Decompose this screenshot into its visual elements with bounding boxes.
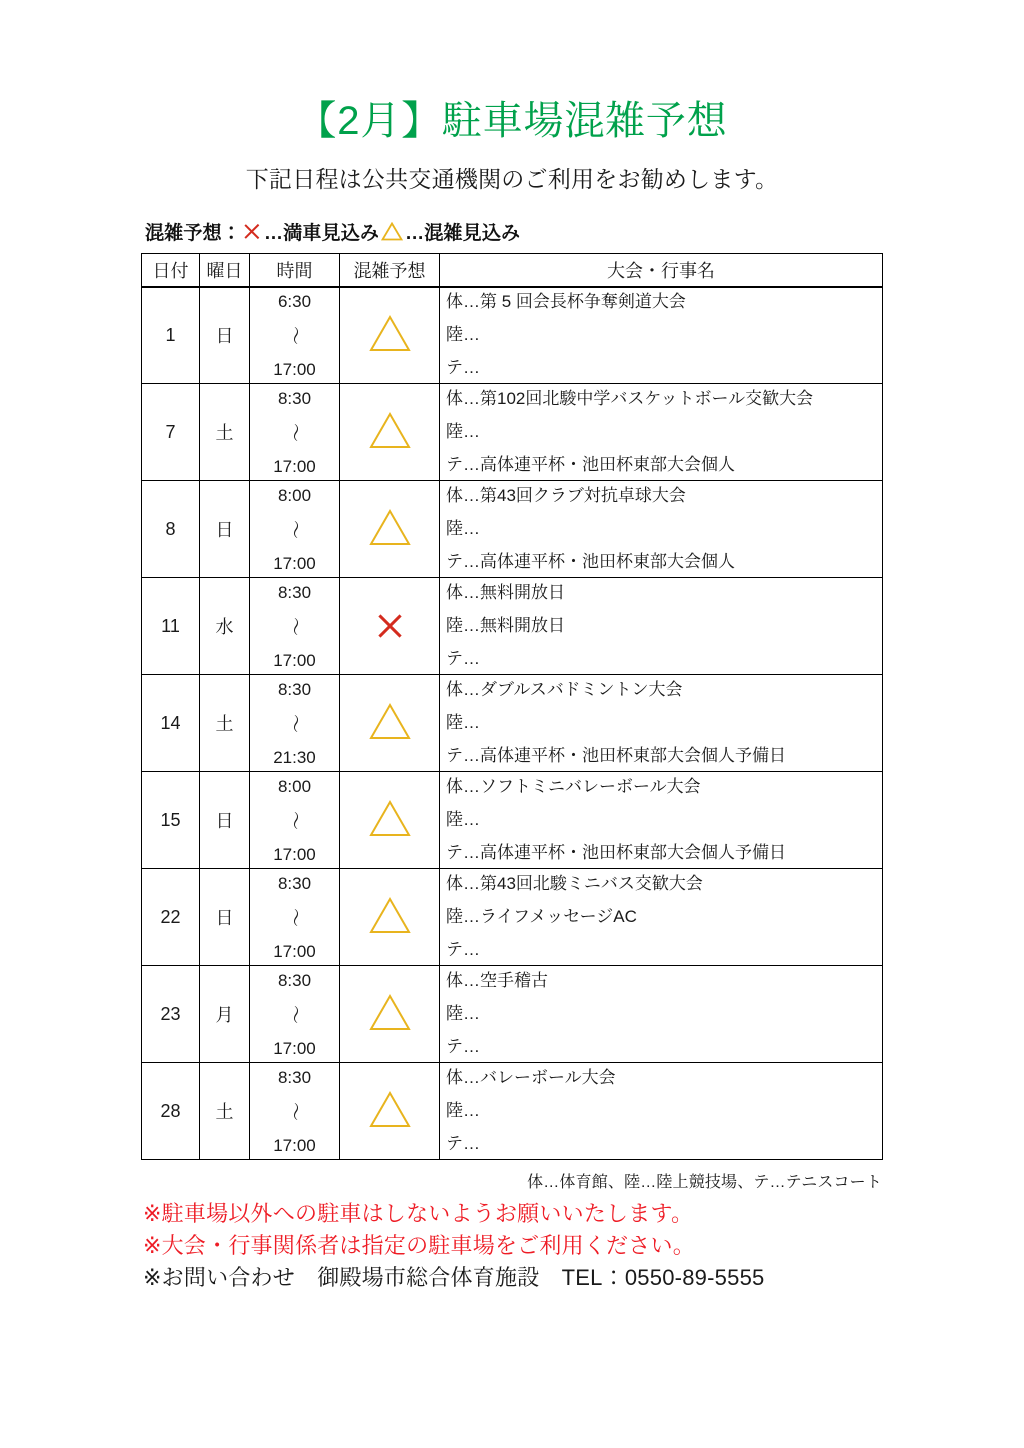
triangle-icon xyxy=(381,222,403,241)
table-body xyxy=(142,287,883,1160)
cell-forecast-triangle xyxy=(340,772,440,869)
time-separator: 〜 xyxy=(283,325,305,345)
time-start: 8:30 xyxy=(277,388,312,408)
table-row xyxy=(142,1063,883,1160)
time-start: 8:00 xyxy=(277,776,312,796)
cell-time xyxy=(250,578,340,675)
cell-date: 1 xyxy=(142,287,200,384)
event-line: テ… xyxy=(446,648,480,668)
time-end: 17:00 xyxy=(273,456,316,476)
event-line: 陸… xyxy=(446,1100,480,1120)
time-separator: 〜 xyxy=(283,907,305,927)
cell-date: 22 xyxy=(142,869,200,966)
note-designated-parking: ※大会・行事関係者は指定の駐車場をご利用ください。 xyxy=(143,1232,695,1258)
schedule-table xyxy=(141,253,883,1161)
event-line: 体…バレーボール大会 xyxy=(446,1067,616,1087)
venue-abbreviation-legend: 体…体育館、陸…陸上競技場、テ…テニスコート xyxy=(527,1174,882,1192)
cell-forecast-triangle xyxy=(340,675,440,772)
time-start: 6:30 xyxy=(277,291,312,311)
event-line: テ…高体連平杯・池田杯東部大会個人予備日 xyxy=(446,745,786,765)
cell-forecast-triangle xyxy=(340,1063,440,1160)
table-row xyxy=(142,384,883,481)
event-line: 陸… xyxy=(446,1003,480,1023)
cell-day-of-week: 月 xyxy=(200,966,250,1063)
cell-event-names xyxy=(440,481,883,578)
triangle-icon xyxy=(368,798,412,838)
cell-event-names xyxy=(440,578,883,675)
time-separator: 〜 xyxy=(283,616,305,636)
event-line: 体…空手稽古 xyxy=(446,970,548,990)
cell-forecast-triangle xyxy=(340,481,440,578)
time-end: 17:00 xyxy=(273,1135,316,1155)
time-separator: 〜 xyxy=(283,713,305,733)
time-start: 8:30 xyxy=(277,970,312,990)
event-line: 体…第 5 回会長杯争奪剣道大会 xyxy=(446,291,686,311)
note-contact: ※お問い合わせ 御殿場市総合体育施設 TEL：0550-89-5555 xyxy=(143,1264,765,1290)
cell-event-names xyxy=(440,287,883,384)
event-line: 陸… xyxy=(446,809,480,829)
legend-cross-label: …満車見込み xyxy=(263,222,380,244)
cell-event-names xyxy=(440,675,883,772)
cell-forecast-triangle xyxy=(340,384,440,481)
cell-time xyxy=(250,287,340,384)
time-end: 17:00 xyxy=(273,553,316,573)
time-start: 8:00 xyxy=(277,485,312,505)
page-title: 【2月】駐車場混雑予想 xyxy=(296,99,728,143)
cell-time xyxy=(250,772,340,869)
cell-time xyxy=(250,869,340,966)
cell-event-names xyxy=(440,384,883,481)
time-separator: 〜 xyxy=(283,422,305,442)
cell-time xyxy=(250,384,340,481)
time-start: 8:30 xyxy=(277,679,312,699)
cell-day-of-week: 日 xyxy=(200,287,250,384)
time-separator: 〜 xyxy=(283,519,305,539)
event-line: 体…ソフトミニバレーボール大会 xyxy=(446,776,701,796)
event-line: テ…高体連平杯・池田杯東部大会個人 xyxy=(446,551,735,571)
event-line: 陸… xyxy=(446,518,480,538)
triangle-icon xyxy=(368,313,412,353)
event-line: テ…高体連平杯・池田杯東部大会個人予備日 xyxy=(446,842,786,862)
column-header-forecast: 混雑予想 xyxy=(340,253,440,287)
cell-date: 11 xyxy=(142,578,200,675)
legend-prefix: 混雑予想： xyxy=(145,222,241,244)
time-end: 17:00 xyxy=(273,650,316,670)
event-line: テ…高体連平杯・池田杯東部大会個人 xyxy=(446,454,735,474)
triangle-icon xyxy=(368,895,412,935)
time-end: 21:30 xyxy=(273,747,316,767)
legend-triangle-label: …混雑見込み xyxy=(405,222,521,244)
cell-time xyxy=(250,966,340,1063)
cell-day-of-week: 日 xyxy=(200,481,250,578)
column-header-time: 時間 xyxy=(250,253,340,287)
event-line: テ… xyxy=(446,1036,480,1056)
cell-forecast-triangle xyxy=(340,966,440,1063)
table-row xyxy=(142,772,883,869)
cell-day-of-week: 日 xyxy=(200,772,250,869)
page-subtitle: 下記日程は公共交通機関のご利用をお勧めします。 xyxy=(245,166,779,192)
column-header-dow: 曜日 xyxy=(200,253,250,287)
event-line: テ… xyxy=(446,1133,480,1153)
cell-date: 23 xyxy=(142,966,200,1063)
time-start: 8:30 xyxy=(277,1067,312,1087)
note-parking-restriction: ※駐車場以外への駐車はしないようお願いいたします。 xyxy=(143,1201,694,1227)
cell-forecast-triangle xyxy=(340,287,440,384)
cell-day-of-week: 水 xyxy=(200,578,250,675)
column-header-date: 日付 xyxy=(142,253,200,287)
cell-date: 15 xyxy=(142,772,200,869)
event-line: 体…第102回北駿中学バスケットボール交歓大会 xyxy=(446,388,814,408)
time-end: 17:00 xyxy=(273,359,316,379)
event-line: 陸…ライフメッセージAC xyxy=(446,906,637,926)
cell-day-of-week: 土 xyxy=(200,1063,250,1160)
cell-time xyxy=(250,1063,340,1160)
time-separator: 〜 xyxy=(283,810,305,830)
time-end: 17:00 xyxy=(273,941,316,961)
event-line: 陸… xyxy=(446,421,480,441)
triangle-icon xyxy=(368,1089,412,1129)
table-row xyxy=(142,578,883,675)
table-head xyxy=(142,253,883,287)
time-start: 8:30 xyxy=(277,873,312,893)
cell-event-names xyxy=(440,869,883,966)
table-row xyxy=(142,287,883,384)
time-separator: 〜 xyxy=(283,1004,305,1024)
table-row xyxy=(142,869,883,966)
cell-date: 14 xyxy=(142,675,200,772)
time-start: 8:30 xyxy=(277,582,312,602)
triangle-icon xyxy=(368,507,412,547)
cell-forecast-cross xyxy=(340,578,440,675)
cell-event-names xyxy=(440,772,883,869)
cell-time xyxy=(250,481,340,578)
event-line: 陸… xyxy=(446,712,480,732)
time-end: 17:00 xyxy=(273,844,316,864)
cell-day-of-week: 土 xyxy=(200,675,250,772)
event-line: 体…ダブルスバドミントン大会 xyxy=(446,679,683,699)
event-line: 体…第43回北駿ミニバス交歓大会 xyxy=(446,873,703,893)
event-line: 体…第43回クラブ対抗卓球大会 xyxy=(446,485,686,505)
cell-day-of-week: 土 xyxy=(200,384,250,481)
cell-event-names xyxy=(440,1063,883,1160)
footer-notes xyxy=(0,1192,1024,1294)
table-row xyxy=(142,675,883,772)
cell-date: 8 xyxy=(142,481,200,578)
table-header-row xyxy=(142,253,883,287)
event-line: テ… xyxy=(446,939,480,959)
event-line: 陸… xyxy=(446,325,480,344)
event-line: テ… xyxy=(446,358,480,378)
table-row xyxy=(142,481,883,578)
triangle-icon xyxy=(368,992,412,1032)
cell-forecast-triangle xyxy=(340,869,440,966)
cell-date: 7 xyxy=(142,384,200,481)
cell-time xyxy=(250,675,340,772)
table-row xyxy=(142,966,883,1063)
triangle-icon xyxy=(368,701,412,741)
column-header-event: 大会・行事名 xyxy=(440,253,883,287)
schedule-table-wrapper xyxy=(0,253,1024,1161)
cell-day-of-week: 日 xyxy=(200,869,250,966)
cell-date: 28 xyxy=(142,1063,200,1160)
cross-icon xyxy=(375,611,405,641)
forecast-legend xyxy=(0,194,1024,253)
time-end: 17:00 xyxy=(273,1038,316,1058)
time-separator: 〜 xyxy=(283,1101,305,1121)
cell-event-names xyxy=(440,966,883,1063)
event-line: 陸…無料開放日 xyxy=(446,615,565,635)
cross-icon xyxy=(243,222,262,241)
triangle-icon xyxy=(368,410,412,450)
event-line: 体…無料開放日 xyxy=(446,582,565,602)
